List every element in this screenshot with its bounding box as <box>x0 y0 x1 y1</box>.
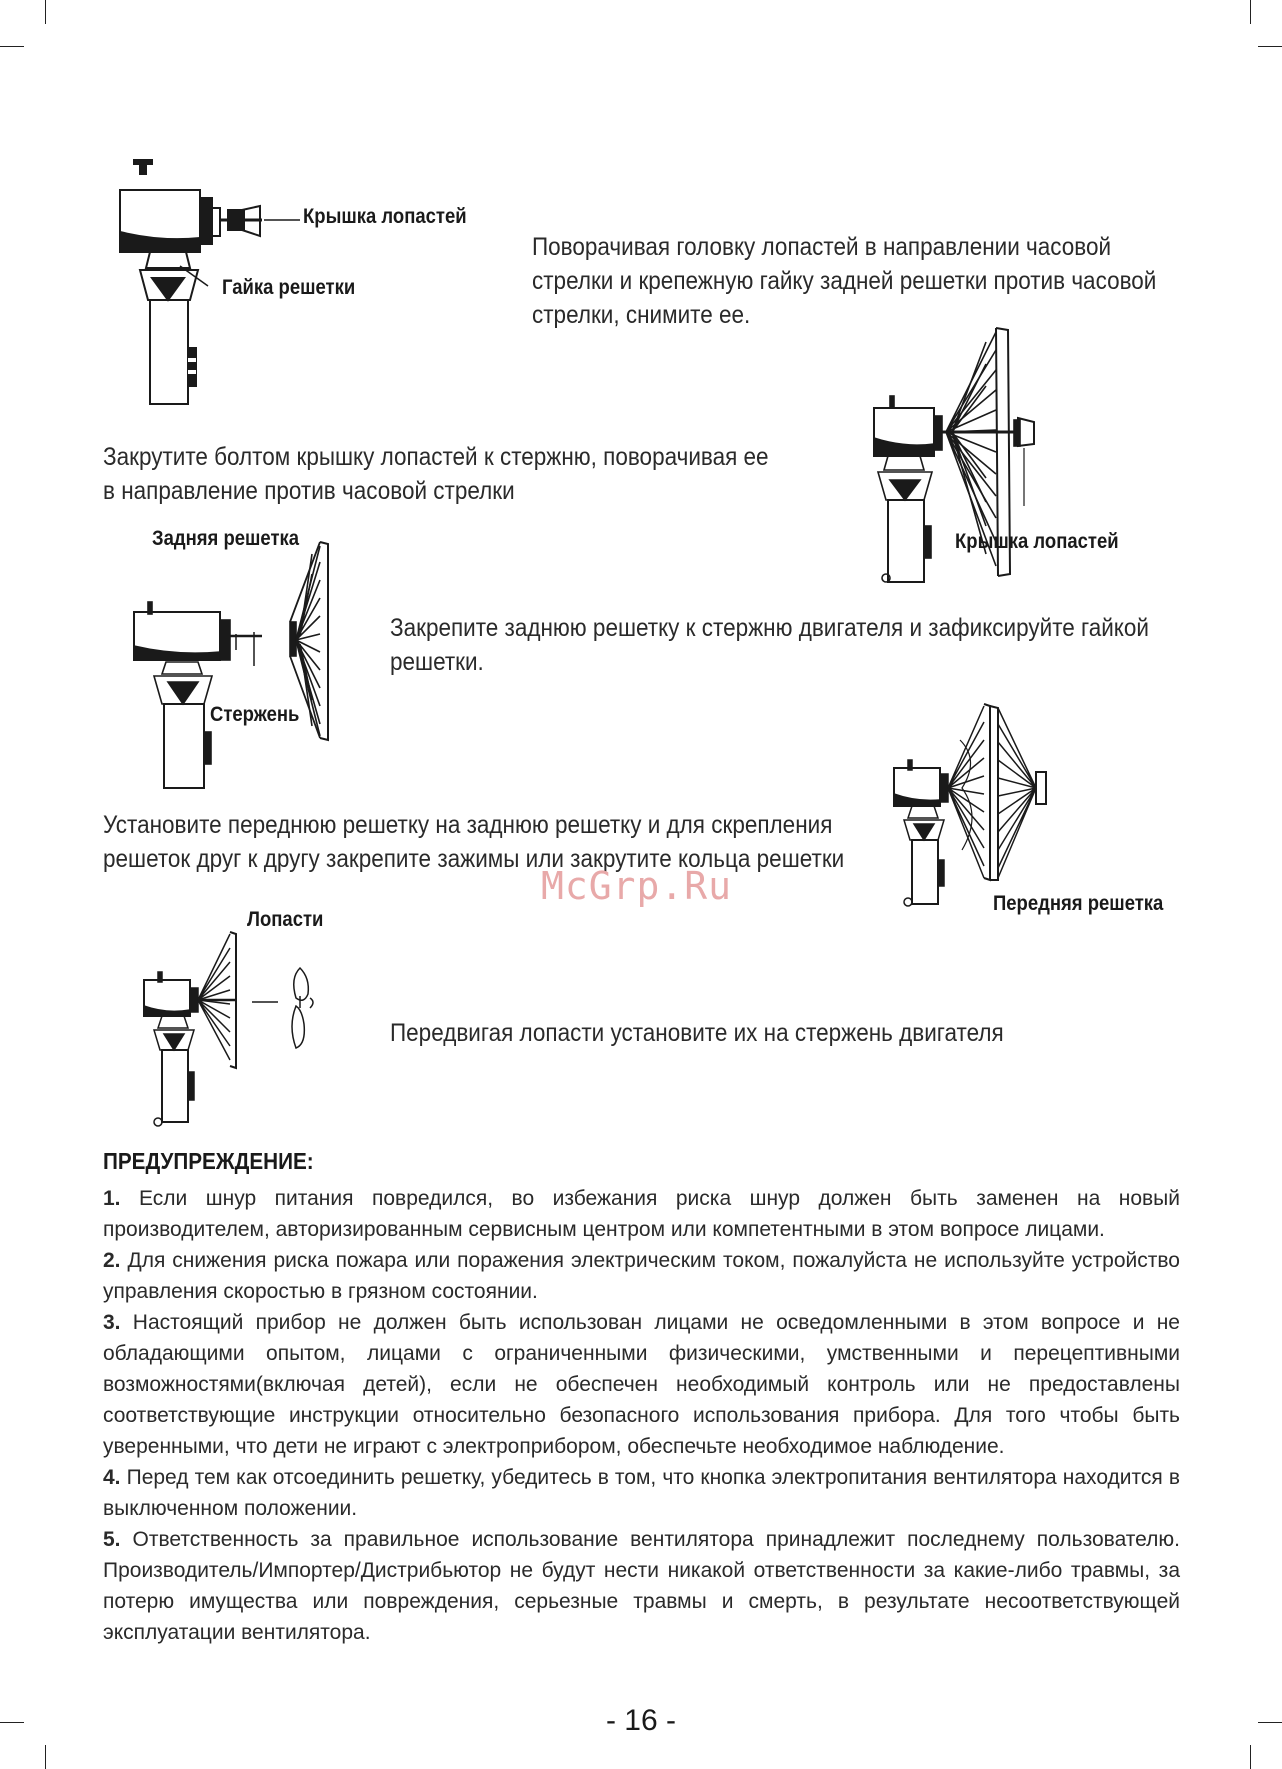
step-4-text: Установите переднюю решетку на заднюю решетку и для скрепления решеток друг к другу закрепите зажимы или закрутите кольца решетки <box>103 811 845 873</box>
warning-item-4 <box>103 1462 1180 1524</box>
warning-item-1 <box>103 1183 1180 1245</box>
warning-number: 2. <box>103 1249 121 1272</box>
warning-text: Ответственность за правильное использование вентилятора принадлежит последнему пользователю. Производитель/Импортер/Дистрибьютор не будут нести никакой ответственности за какие-либо травмы, за потерю имущества или повреждения, серьезные травмы и смерть, в результате несоответствующей эксплуатации вентилятора. <box>103 1528 1180 1644</box>
fan-blades-diagram <box>140 930 340 1130</box>
step-2-text: Закрутите болтом крышку лопастей к стержню, поворачивая ее в направление против часовой стрелки <box>103 443 769 505</box>
watermark: McGrp.Ru <box>541 864 733 908</box>
warning-text: Если шнур питания повредился, во избежания риска шнур должен быть заменен на новый производителем, авторизированным сервисным центром или компетентными в этом вопросе лицами. <box>103 1187 1180 1241</box>
label-blade-cap: Крышка лопастей <box>303 205 467 228</box>
label-shaft: Стержень <box>210 703 300 726</box>
warning-item-2 <box>103 1245 1180 1307</box>
fan-front-grille-diagram <box>890 700 1080 910</box>
crop-mark <box>0 46 24 47</box>
warning-number: 5. <box>103 1528 121 1551</box>
label-rear-grille: Задняя решетка <box>152 527 300 550</box>
crop-mark <box>45 1745 46 1769</box>
step-5-text: Передвигая лопасти установите их на стержень двигателя <box>390 1019 1004 1047</box>
warning-number: 3. <box>103 1311 121 1334</box>
warning-text: Настоящий прибор не должен быть использован лицами не осведомленными в этом вопросе и не обладающими опытом, лицами с ограниченными физическими, умственными и перецептивными возможностями(включая детей), если не обеспечен необходимый контроль или не предоставлены соответствующие инструкции относительно безопасного использования прибора. Для того чтобы быть уверенными, что дети не играют с электроприбором, обеспечьте необходимое наблюдение. <box>103 1311 1180 1458</box>
step-1-text: Поворачивая головку лопастей в направлении часовой стрелки и крепежную гайку задней решетки против часовой стрелки, снимите ее. <box>532 233 1157 329</box>
crop-mark <box>1258 46 1282 47</box>
label-blades: Лопасти <box>247 908 324 931</box>
warning-text: Для снижения риска пожара или поражения электрическим током, пожалуйста не используйте устройство управления скоростью в грязном состоянии. <box>103 1249 1180 1303</box>
fan-rear-grille-diagram <box>130 540 370 790</box>
page-number: - 16 - <box>605 1704 677 1737</box>
warning-number: 4. <box>103 1466 121 1489</box>
label-grille-nut: Гайка решетки <box>222 276 356 299</box>
warning-text: Перед тем как отсоединить решетку, убедитесь в том, что кнопка электропитания вентилятора находится в выключенном положении. <box>103 1466 1180 1520</box>
label-front-grille: Передняя решетка <box>993 892 1164 915</box>
warning-title: ПРЕДУПРЕЖДЕНИЕ: <box>103 1148 314 1174</box>
warning-item-3 <box>103 1307 1180 1462</box>
crop-mark <box>45 0 46 24</box>
crop-mark <box>1250 0 1251 24</box>
label-blade-cap-2: Крышка лопастей <box>955 530 1119 553</box>
warning-number: 1. <box>103 1187 121 1210</box>
crop-mark <box>1250 1745 1251 1769</box>
warning-item-5 <box>103 1524 1180 1648</box>
step-3-text: Закрепите заднюю решетку к стержню двигателя и зафиксируйте гайкой решетки. <box>390 614 1149 676</box>
